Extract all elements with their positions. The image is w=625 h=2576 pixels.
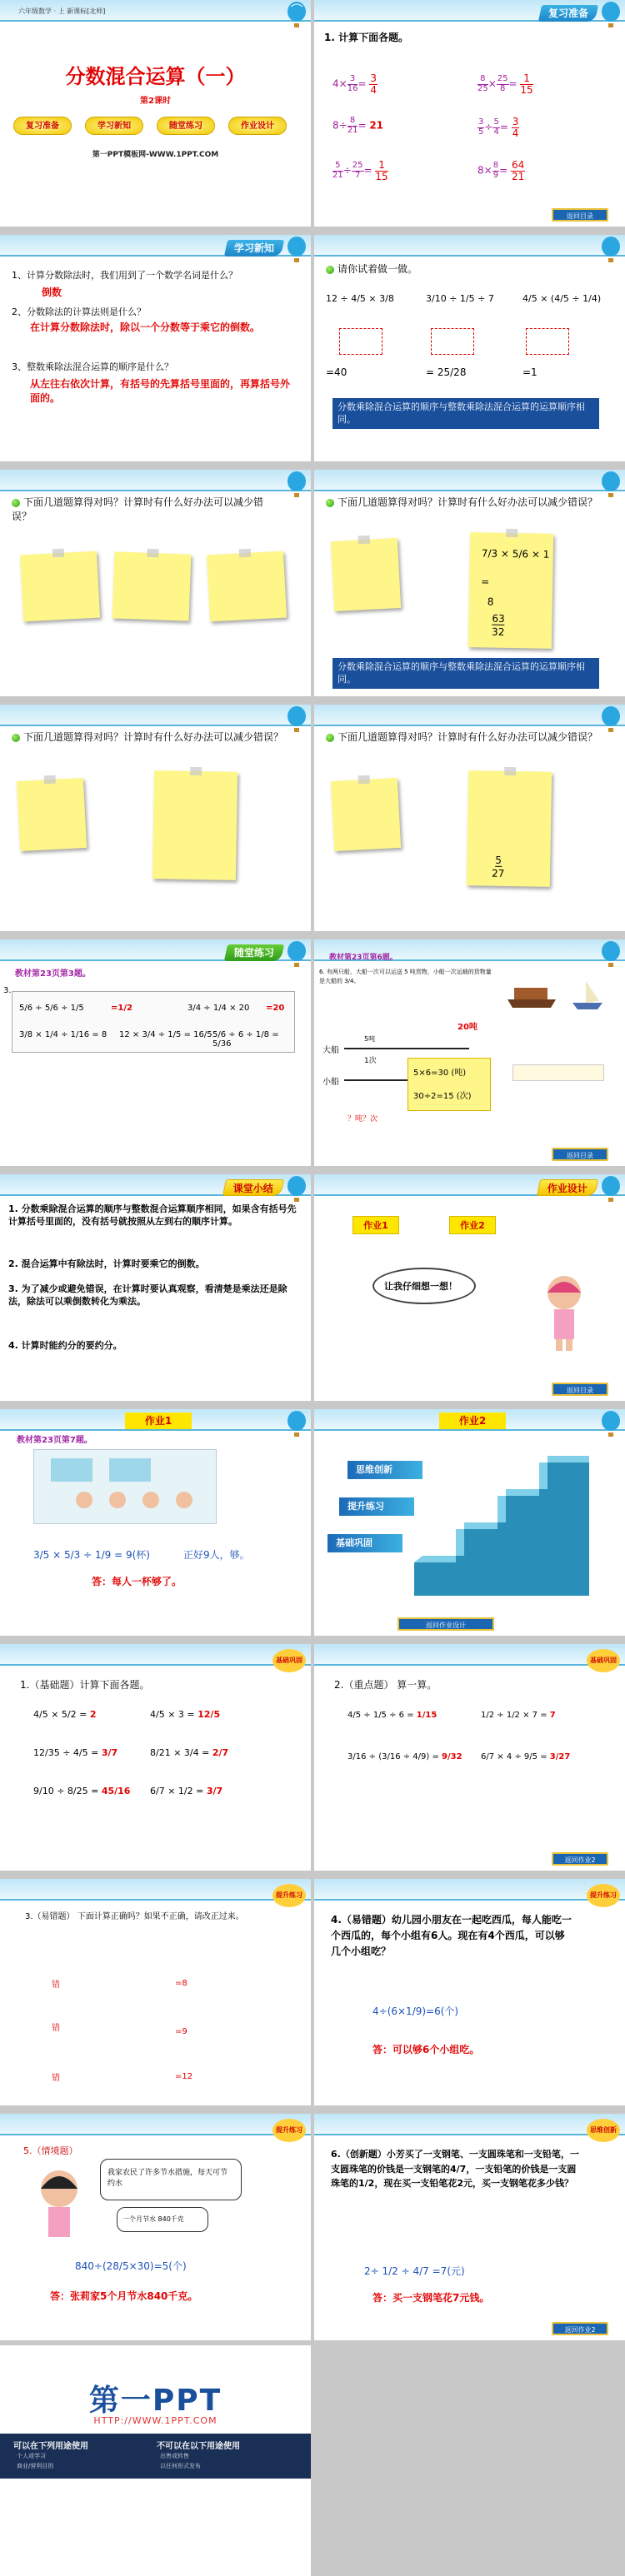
back-to-contents-button[interactable]: 返回目录 [552, 208, 608, 222]
wrong-3: 错 [52, 2074, 60, 2083]
slide-practice-1 [0, 939, 311, 1166]
question-text: 2.（重点题） 算一算。 [334, 1679, 438, 1691]
answer-text: 答：张莉家5个月节水840千克。 [50, 2290, 198, 2302]
section-tag: 作业设计 [537, 1179, 598, 1196]
sticky-note-big [468, 532, 553, 649]
question-text: 下面几道题算得对吗？计算时有什么好办法可以减少错误？ [12, 730, 295, 744]
section-tag: 复习准备 [538, 5, 598, 22]
slide-homework-2 [314, 1409, 625, 1636]
allowed-title: 可以在下列用途使用 [13, 2442, 88, 2451]
practice-button[interactable]: 随堂练习 [157, 117, 215, 135]
learn-button[interactable]: 学习新知 [85, 117, 143, 135]
balloon-icon [286, 471, 308, 500]
arrow-basic[interactable]: 基础巩固 [328, 1534, 402, 1552]
badge: 思维创新 [587, 2119, 620, 2142]
wrong-1: 错 [52, 1981, 60, 1990]
result-denominator: 32 [492, 625, 505, 638]
calc-1: 4/5 × 5/2 = 2 [33, 1709, 97, 1720]
arrow-improve[interactable]: 提升练习 [339, 1497, 414, 1516]
big-ship-bar [344, 1048, 469, 1049]
balloon-icon [600, 2, 622, 30]
result-numerator: 63 [492, 612, 505, 625]
rule-box: 分数乘除混合运算的顺序与整数乘除法混合运算的运算顺序相同。 [332, 658, 599, 689]
slide-watermelon [314, 1879, 625, 2105]
calc-3: 12/35 ÷ 4/5 = 3/7 [33, 1747, 118, 1758]
result-3: =1 [522, 366, 538, 378]
result-2: = 25/28 [426, 366, 467, 378]
slide-header [314, 1879, 625, 1901]
slide-header [314, 235, 625, 257]
balloon-icon [286, 2, 308, 30]
speech-bubble-1 [100, 2159, 242, 2200]
slide-try [314, 235, 625, 461]
slide-header [0, 2114, 311, 2135]
prompt: 请你试着做一做。 [326, 262, 418, 276]
slide-basic [0, 1644, 311, 1871]
balloon-icon [600, 1176, 622, 1204]
balloon-icon [600, 941, 622, 969]
wrong-2: 错 [52, 2024, 60, 2033]
expr-3: 4/5 × (4/5 ÷ 1/4) [522, 293, 602, 304]
calc-line: 3/5 × 5/3 ÷ 1/9 = 9(杯) [33, 1549, 150, 1561]
exercise-5: 5/6 ÷ 6 ÷ 1/8 = 5/36 [212, 1030, 279, 1049]
unknown-label: ？吨？次 [348, 1115, 378, 1124]
calc-2: $\frac{8}{25}$ × $\frac{25}{8}$ = $\frac{1}{15}$ [478, 72, 533, 96]
back-to-contents-button[interactable]: 返回目录 [552, 1148, 608, 1161]
footer-slide [0, 2345, 311, 2576]
calc-5: $\frac{5}{21}$ ÷ $\frac{25}{7}$ = $\frac{1}{15}$ [332, 159, 388, 182]
forbidden-item-2: 以任何形式发布 [160, 2463, 201, 2469]
slide-header [0, 705, 311, 726]
slide-check-4 [314, 705, 625, 931]
exercise-4: 12 × 3/4 ÷ 1/5 = 16/5 [119, 1030, 212, 1039]
answer-text: 答：买一支钢笔花7元钱。 [372, 2292, 490, 2304]
girl-illustration [30, 2164, 88, 2244]
answer-1: 倒数 [42, 286, 62, 298]
arrow-innovation[interactable]: 思维创新 [348, 1461, 422, 1479]
answer-text: 答：每人一杯够了。 [92, 1576, 182, 1587]
section-tag: 随堂练习 [224, 944, 284, 961]
slide-error-check [0, 1879, 311, 2105]
big-ship-label: 大船 [322, 1046, 339, 1055]
textbook-ref: 教材第23页第7题。 [17, 1436, 92, 1445]
slide-cover [0, 0, 311, 227]
page-subtitle: 第2课时 [140, 97, 171, 106]
section-tag: 学习新知 [224, 240, 284, 257]
balloon-icon [286, 1176, 308, 1204]
homework-2-title: 作业2 [439, 1413, 506, 1429]
back-to-homework-button[interactable]: 返回作业2 [552, 1852, 608, 1866]
calc-6: 8× $\frac{8}{9}$ = $\frac{64}{21}$ [478, 159, 525, 182]
slide-header [0, 1644, 311, 1666]
bubble-text: 我家农民了许多节水措施，每天可节约水 [108, 2169, 228, 2188]
page-title: 分数混合运算（一） [65, 65, 246, 88]
work-box-3 [526, 328, 569, 355]
slide-header [314, 2114, 625, 2135]
check-note: 正好9人，够。 [183, 1549, 250, 1561]
footer-band [0, 2434, 311, 2479]
empty-gray-area [314, 2345, 625, 2576]
bubble-text: 一个月节水 840千克 [122, 2215, 184, 2223]
answer-3: 从左往右依次计算，有括号的先算括号里面的，再算括号外面的。 [30, 378, 291, 404]
question-text: 3.（易错题） 下面计算正确吗？如果不正确，请改正过来。 [25, 1912, 244, 1921]
question-text: 1.（基础题）计算下面各题。 [20, 1679, 150, 1691]
calc-equals: = [481, 575, 490, 588]
question-text: 1. 计算下面各题。 [324, 32, 409, 43]
calc-1: 4× $\frac{3}{16}$ = $\frac{3}{4}$ [332, 72, 377, 96]
textbook-ref: 教材第23页第6题。 [329, 954, 398, 962]
back-to-homework-button[interactable]: 返回作业2 [552, 2322, 608, 2335]
calc-6: 6/7 × 1/2 = 3/7 [150, 1786, 223, 1796]
calc-3: 3/16 ÷ (3/16 ÷ 4/9) = 9/32 [348, 1752, 462, 1761]
exercise-2: 3/4 ÷ 1/4 × 20 [188, 1004, 250, 1013]
question-text: 下面几道题算得对吗？计算时有什么好办法可以减少错误？ [12, 496, 264, 522]
balloon-icon [600, 237, 622, 265]
big-ship-capacity: 5吨 [364, 1035, 376, 1043]
bullet-icon [326, 734, 334, 742]
slide-header [0, 1879, 311, 1901]
exercise-1: 5/6 ÷ 5/6 ÷ 1/5 [19, 1004, 84, 1013]
calc-3: 8÷ $\frac{8}{21}$ = 21 [332, 116, 384, 135]
answer-2: 在计算分数除法时，除以一个分数等于乘它的倒数。 [30, 321, 261, 333]
answer-text: 答：可以够6个小组吃。 [372, 2044, 480, 2055]
calc-1: 4/5 ÷ 1/5 ÷ 6 = 1/15 [348, 1711, 438, 1720]
textbook-ref: 教材第23页第3题。 [15, 969, 91, 979]
calc-line: 2÷ 1/2 ÷ 4/7 =7(元) [364, 2265, 465, 2277]
slide-check-3 [0, 705, 311, 931]
girl-illustration [539, 1271, 589, 1354]
stairs-illustration [414, 1454, 589, 1596]
badge: 提升练习 [272, 2119, 306, 2142]
summary-1: 1. 分数乘除混合运算的顺序与整数混合运算顺序相同，如果含有括号先计算括号里面的，没有括号就按照从左到右的顺序计算。 [8, 1203, 297, 1228]
balloon-icon [600, 1411, 622, 1439]
sticky-note-3 [207, 551, 287, 622]
question-text: 4.（易错题）幼儿园小朋友在一起吃西瓜，每人能吃一个西瓜的，每个小组有6人。现在有4个西瓜，可以够几个小组吃？ [331, 1914, 572, 1958]
calc-line-2: 30÷2=15 (次) [413, 1092, 472, 1101]
number-line [512, 1064, 604, 1081]
back-to-homework-button[interactable]: 返回作业设计 [398, 1617, 494, 1631]
small-ship-label: 小船 [322, 1078, 339, 1087]
slide-check-2 [314, 470, 625, 696]
work-box-2 [431, 328, 474, 355]
calc-line: 7/3 × 5/6 × 1 [481, 547, 550, 561]
bullet-icon [326, 499, 334, 507]
badge: 提升练习 [587, 1884, 620, 1907]
work-box-1 [339, 328, 382, 355]
sticky-note-1 [331, 778, 401, 851]
slide-review [314, 0, 625, 227]
exercise-2-answer: =20 [266, 1004, 285, 1013]
expr-1: 12 ÷ 4/5 × 3/8 [326, 293, 394, 304]
classroom-illustration [33, 1449, 217, 1524]
slide-key [314, 1644, 625, 1871]
slide-learn [0, 235, 311, 461]
slide-homework [314, 1174, 625, 1401]
calc-4: $\frac{3}{5}$ ÷ $\frac{5}{4}$ = $\frac{3}{4}$ [478, 116, 519, 139]
badge: 基础巩固 [272, 1649, 306, 1672]
homework-1-title: 作业1 [125, 1413, 192, 1429]
sticky-note-big [152, 770, 238, 880]
sticky-note-1 [17, 778, 87, 851]
question-text: 5.（情境题） [23, 2145, 78, 2156]
homework-2-button[interactable]: 作业2 [449, 1216, 496, 1234]
bullet-icon [12, 734, 20, 742]
balloon-icon [286, 1411, 308, 1439]
question-text: 下面几道题算得对吗？计算时有什么好办法可以减少错误？ [326, 495, 609, 509]
calc-line: 840÷(28/5×30)=5(个) [75, 2260, 187, 2272]
calc-eight: 8 [487, 595, 494, 608]
problem-text: 6. 有两只船，大船一次可以运送 5 吨货物，小船一次运载的货物量是大船的 3/4。 [319, 969, 492, 984]
bullet-icon [326, 266, 334, 274]
summary-4: 4. 计算时能约分的要约分。 [8, 1340, 122, 1351]
slide-header [0, 0, 311, 22]
footer-url[interactable]: HTTP://WWW.1PPT.COM [93, 2415, 218, 2426]
course-label: 六年级数学 · 上 新课标[北师] [18, 7, 106, 15]
slide-header [0, 470, 311, 491]
expr-2: 3/10 ÷ 1/5 ÷ 7 [426, 293, 494, 304]
review-button[interactable]: 复习准备 [13, 117, 72, 135]
footer-logo: 第一PPT [88, 2384, 222, 2418]
question-3: 3、整数乘除法混合运算的顺序是什么？ [12, 361, 173, 372]
slide-homework-1 [0, 1409, 311, 1636]
result-1: =40 [326, 366, 348, 378]
summary-3: 3. 为了减少或避免错误，在计算时要认真观察，看清楚是乘法还是除法，除法可以乘倒数转化为乘法。 [8, 1283, 288, 1308]
exercise-1-answer: =1/2 [111, 1004, 132, 1013]
bullet-icon [12, 499, 20, 507]
slide-practice-2 [314, 939, 625, 1166]
slide-summary [0, 1174, 311, 1401]
calc-line-1: 5×6=30 (吨) [413, 1069, 467, 1078]
sticky-note-2 [112, 551, 192, 620]
summary-2: 2. 混合运算中有除法时，计算时要乘它的倒数。 [8, 1258, 205, 1269]
result-numerator: 5 [495, 854, 502, 866]
balloon-icon [286, 941, 308, 969]
question-2: 2、分数除法的计算法则是什么？ [12, 306, 146, 317]
balloon-icon [286, 237, 308, 265]
fix-3: =12 [175, 2072, 193, 2081]
badge: 提升练习 [272, 1884, 306, 1907]
fix-1: =8 [175, 1979, 188, 1988]
forbidden-title: 不可以在以下用途使用 [157, 2442, 240, 2451]
calc-4: 6/7 × 4 ÷ 9/5 = 3/27 [481, 1752, 571, 1761]
rule-box: 分数乘除混合运算的顺序与整数乘除法混合运算的运算顺序相同。 [332, 398, 599, 429]
exercise-number: 3. [3, 986, 12, 995]
sticky-note-1 [20, 551, 100, 622]
fix-2: =9 [175, 2027, 188, 2036]
site-credit[interactable]: 第一PPT模板网-WWW.1PPT.COM [92, 151, 219, 159]
sticky-note-1 [331, 538, 401, 611]
calc-4: 8/21 × 3/4 = 2/7 [150, 1747, 229, 1758]
exercise-3: 3/8 × 1/4 ÷ 1/16 = 8 [19, 1030, 108, 1039]
calc-5: 9/10 ÷ 8/25 = 45/16 [33, 1786, 131, 1796]
question-1: 1、计算分数除法时，我们用到了一个数学名词是什么？ [12, 270, 238, 281]
calc-line: 4÷(6×1/9)=6(个) [372, 2005, 459, 2017]
slide-header [314, 705, 625, 726]
tonnage-label: 20吨 [458, 1023, 478, 1032]
allowed-item-1: 个人或学习 [17, 2453, 46, 2459]
calc-box [408, 1058, 491, 1111]
question-text: 6.（创新题）小芳买了一支钢笔、一支圆珠笔和一支铅笔，一支圆珠笔的价钱是一支钢笔的4/7，一支铅笔的价钱是一支圆珠笔的1/2，现在买一支铅笔花2元，买一支钢笔花多少钱？ [331, 2149, 579, 2190]
forbidden-item-1: 出售或转售 [160, 2453, 189, 2459]
homework-button[interactable]: 作业设计 [228, 117, 287, 135]
slide-pens [314, 2114, 625, 2340]
calc-2: 1/2 ÷ 1/2 × 7 = 7 [481, 1711, 556, 1720]
exercise-box [12, 991, 295, 1053]
badge: 基础巩固 [587, 1649, 620, 1672]
slide-header [314, 470, 625, 491]
slide-water [0, 2114, 311, 2340]
sticky-note-big [467, 770, 552, 887]
homework-1-button[interactable]: 作业1 [352, 1216, 399, 1234]
slide-check-1 [0, 470, 311, 696]
thought-text: 让我仔细想一想！ [384, 1281, 458, 1292]
back-to-contents-button[interactable]: 返回目录 [552, 1383, 608, 1396]
ship-illustration [506, 973, 606, 1011]
result-denominator: 27 [491, 867, 505, 879]
calc-2: 4/5 × 3 = 12/5 [150, 1709, 221, 1720]
section-tag: 课堂小结 [222, 1179, 284, 1196]
speech-bubble-2 [117, 2207, 208, 2232]
allowed-item-2: 商业/营利目的 [17, 2463, 54, 2469]
question-text: 下面几道题算得对吗？计算时有什么好办法可以减少错误？ [326, 730, 609, 744]
trip-count: 1次 [364, 1057, 377, 1065]
slide-header [314, 1644, 625, 1666]
